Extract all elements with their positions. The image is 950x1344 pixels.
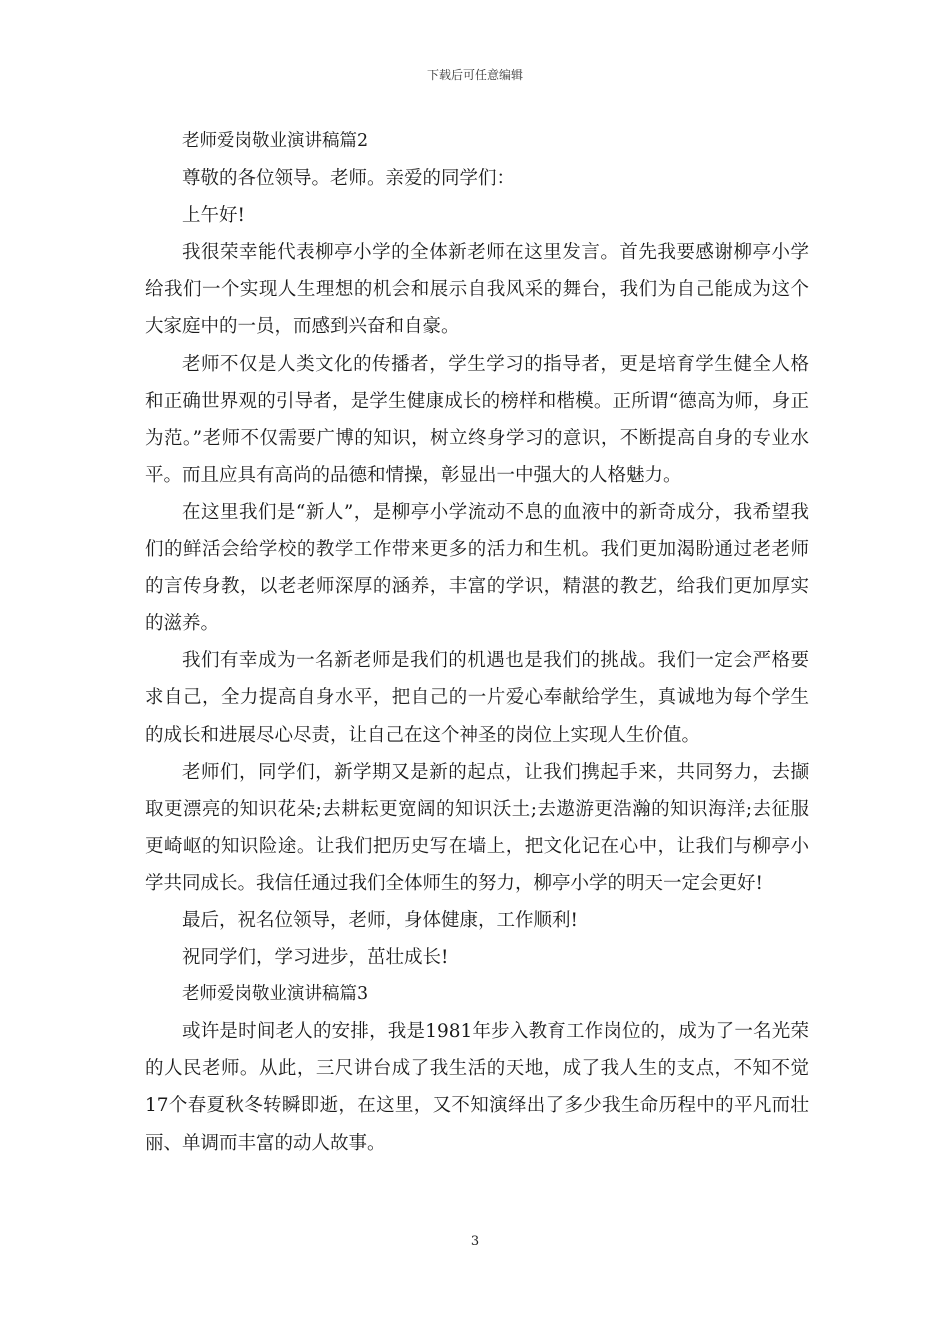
salutation: 尊敬的各位领导。老师。亲爱的同学们： xyxy=(182,168,516,190)
paragraph: 老师不仅是人类文化的传播者，学生学习的指导者，更是培育学生健全人格和正确世界观的引导者，是学生健康成长的榜样和楷模。正所谓“德高为师，身正为范。”老师不仅需要广博的知识，树立终身学习的意识，不断提高自身的专业水平。而且应具有高尚的品德和情操，彰显出一中强大的人格魅力。 xyxy=(145,353,809,486)
paragraph: 或许是时间老人的安排，我是1981年步入教育工作岗位的，成为了一名光荣的人民老师。从此，三尺讲台成了我生活的天地，成了我人生的支点，不知不觉17个春夏秋冬转瞬即逝，在这里，又不知演绎出了多少我生命历程中的平凡而壮丽、单调而丰富的动人故事。 xyxy=(145,1021,809,1154)
closing-line: 祝同学们，学习进步，茁壮成长! xyxy=(182,947,449,969)
paragraph: 老师们，同学们，新学期又是新的起点，让我们携起手来，共同努力，去撷取更漂亮的知识花朵;去耕耘更宽阔的知识沃土;去遨游更浩瀚的知识海洋;去征服更崎岖的知识险途。让我们把历史写在墙上，把文化记在心中，让我们与柳亭小学共同成长。我信任通过我们全体师生的努力，柳亭小学的明天一定会更好! xyxy=(145,761,809,894)
closing-line: 最后，祝名位领导，老师，身体健康，工作顺利! xyxy=(182,909,578,931)
paragraph: 我很荣幸能代表柳亭小学的全体新老师在这里发言。首先我要感谢柳亭小学给我们一个实现人生理想的机会和展示自我风采的舞台，我们为自己能成为这个大家庭中的一员，而感到兴奋和自豪。 xyxy=(145,242,809,338)
paragraph: 在这里我们是“新人”，是柳亭小学流动不息的血液中的新奇成分，我希望我们的鲜活会给学校的教学工作带来更多的活力和生机。我们更加渴盼通过老老师的言传身教，以老老师深厚的涵养，丰富的学识，精湛的教艺，给我们更加厚实的滋养。 xyxy=(145,501,809,635)
document-body xyxy=(145,123,809,1162)
page-number: 3 xyxy=(470,1234,480,1249)
page-header: 下载后可任意编辑 xyxy=(426,68,523,82)
paragraph: 我们有幸成为一名新老师是我们的机遇也是我们的挑战。我们一定会严格要求自己，全力提高自身水平，把自己的一片爱心奉献给学生，真诚地为每个学生的成长和进展尽心尽责，让自己在这个神圣的岗位上实现人生价值。 xyxy=(145,650,809,746)
greeting: 上午好! xyxy=(182,205,245,227)
section-title: 老师爱岗敬业演讲稿篇2 xyxy=(182,131,369,151)
section-title: 老师爱岗敬业演讲稿篇3 xyxy=(182,984,369,1005)
